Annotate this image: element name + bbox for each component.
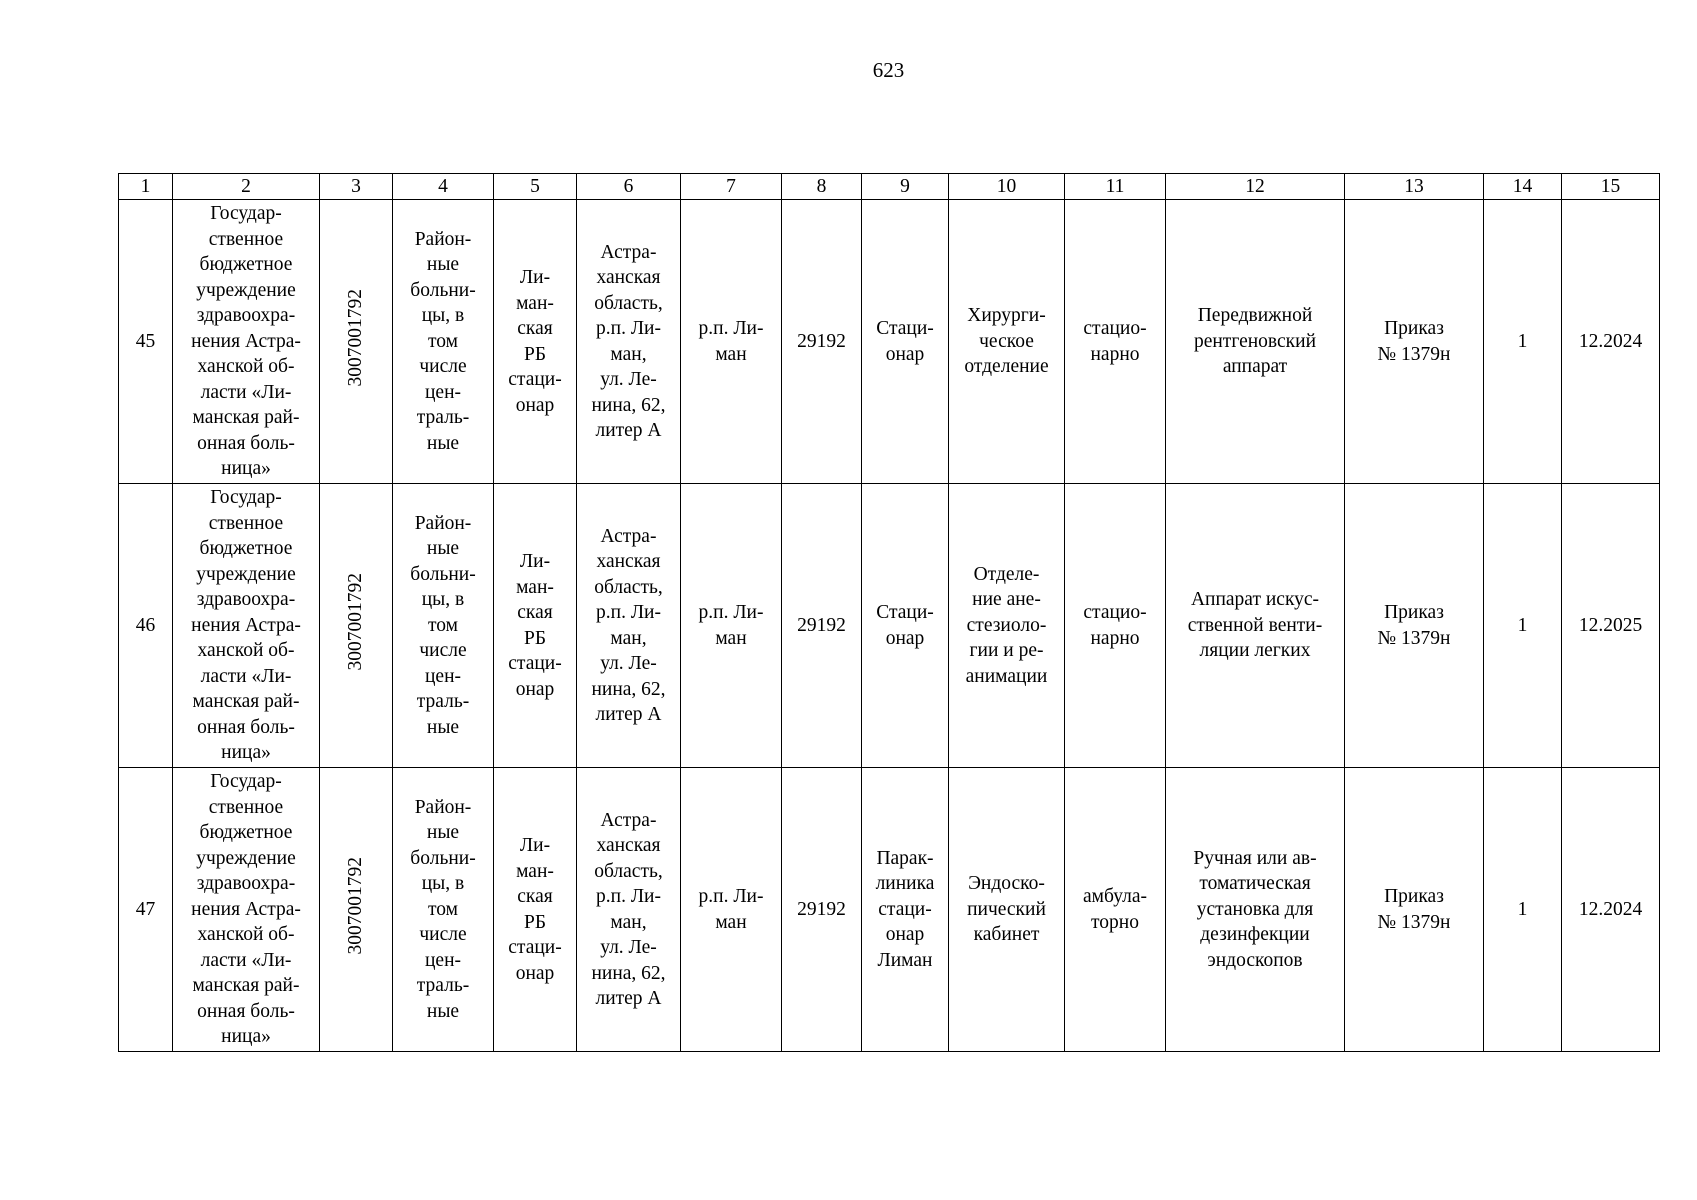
table-row bbox=[119, 768, 1660, 1052]
inn-value: 3007001792 bbox=[345, 289, 367, 387]
column-number: 1 bbox=[119, 174, 173, 200]
table-row bbox=[119, 200, 1660, 484]
quantity: 1 bbox=[1484, 768, 1562, 1052]
row-number: 47 bbox=[119, 768, 173, 1052]
equipment: Аппарат искус- ственной венти- ляции легких bbox=[1166, 484, 1345, 768]
division: Парак- линика стаци- онар Лиман bbox=[862, 768, 949, 1052]
column-number: 5 bbox=[494, 174, 577, 200]
locality: р.п. Ли- ман bbox=[681, 484, 782, 768]
institution-name: Государ- ственное бюджетное учреждение здравоохра- нения Астра- ханской об- ласти «Ли- манская рай- онная боль- ница» bbox=[173, 200, 320, 484]
inn-cell bbox=[320, 200, 393, 484]
unit-name: Ли- ман- ская РБ стаци- онар bbox=[494, 768, 577, 1052]
inn-value: 3007001792 bbox=[345, 573, 367, 671]
unit-name: Ли- ман- ская РБ стаци- онар bbox=[494, 484, 577, 768]
equipment-table bbox=[118, 173, 1660, 1052]
address: Астра- ханская область, р.п. Ли- ман, ул. Ле- нина, 62, литер А bbox=[577, 484, 681, 768]
code: 29192 bbox=[782, 200, 862, 484]
institution-name: Государ- ственное бюджетное учреждение здравоохра- нения Астра- ханской об- ласти «Ли- манская рай- онная боль- ница» bbox=[173, 484, 320, 768]
care-mode: стацио- нарно bbox=[1065, 484, 1166, 768]
inn-cell bbox=[320, 484, 393, 768]
column-number: 2 bbox=[173, 174, 320, 200]
institution-type: Район- ные больни- цы, в том числе цен- траль- ные bbox=[393, 200, 494, 484]
inn-value: 3007001792 bbox=[345, 857, 367, 955]
quantity: 1 bbox=[1484, 484, 1562, 768]
unit-name: Ли- ман- ская РБ стаци- онар bbox=[494, 200, 577, 484]
locality: р.п. Ли- ман bbox=[681, 768, 782, 1052]
column-number: 10 bbox=[949, 174, 1065, 200]
equipment: Передвижной рентгеновский аппарат bbox=[1166, 200, 1345, 484]
order: Приказ № 1379н bbox=[1345, 484, 1484, 768]
department: Отделе- ние ане- стезиоло- гии и ре- анимации bbox=[949, 484, 1065, 768]
column-number: 11 bbox=[1065, 174, 1166, 200]
department: Хирурги- ческое отделение bbox=[949, 200, 1065, 484]
order: Приказ № 1379н bbox=[1345, 200, 1484, 484]
column-number: 14 bbox=[1484, 174, 1562, 200]
column-number: 6 bbox=[577, 174, 681, 200]
row-number: 46 bbox=[119, 484, 173, 768]
column-number: 7 bbox=[681, 174, 782, 200]
address: Астра- ханская область, р.п. Ли- ман, ул. Ле- нина, 62, литер А bbox=[577, 768, 681, 1052]
division: Стаци- онар bbox=[862, 200, 949, 484]
column-number: 4 bbox=[393, 174, 494, 200]
date: 12.2024 bbox=[1562, 200, 1660, 484]
date: 12.2024 bbox=[1562, 768, 1660, 1052]
institution-name: Государ- ственное бюджетное учреждение здравоохра- нения Астра- ханской об- ласти «Ли- манская рай- онная боль- ница» bbox=[173, 768, 320, 1052]
date: 12.2025 bbox=[1562, 484, 1660, 768]
quantity: 1 bbox=[1484, 200, 1562, 484]
code: 29192 bbox=[782, 768, 862, 1052]
institution-type: Район- ные больни- цы, в том числе цен- траль- ные bbox=[393, 768, 494, 1052]
care-mode: стацио- нарно bbox=[1065, 200, 1166, 484]
column-number: 15 bbox=[1562, 174, 1660, 200]
row-number: 45 bbox=[119, 200, 173, 484]
column-number-row bbox=[119, 174, 1660, 200]
column-number: 8 bbox=[782, 174, 862, 200]
locality: р.п. Ли- ман bbox=[681, 200, 782, 484]
inn-cell bbox=[320, 768, 393, 1052]
institution-type: Район- ные больни- цы, в том числе цен- траль- ные bbox=[393, 484, 494, 768]
department: Эндоско- пический кабинет bbox=[949, 768, 1065, 1052]
care-mode: амбула- торно bbox=[1065, 768, 1166, 1052]
order: Приказ № 1379н bbox=[1345, 768, 1484, 1052]
column-number: 13 bbox=[1345, 174, 1484, 200]
column-number: 3 bbox=[320, 174, 393, 200]
equipment: Ручная или ав- томатическая установка для дезинфекции эндоскопов bbox=[1166, 768, 1345, 1052]
table-row bbox=[119, 484, 1660, 768]
code: 29192 bbox=[782, 484, 862, 768]
column-number: 12 bbox=[1166, 174, 1345, 200]
division: Стаци- онар bbox=[862, 484, 949, 768]
address: Астра- ханская область, р.п. Ли- ман, ул. Ле- нина, 62, литер А bbox=[577, 200, 681, 484]
page-number: 623 bbox=[872, 58, 905, 82]
column-number: 9 bbox=[862, 174, 949, 200]
